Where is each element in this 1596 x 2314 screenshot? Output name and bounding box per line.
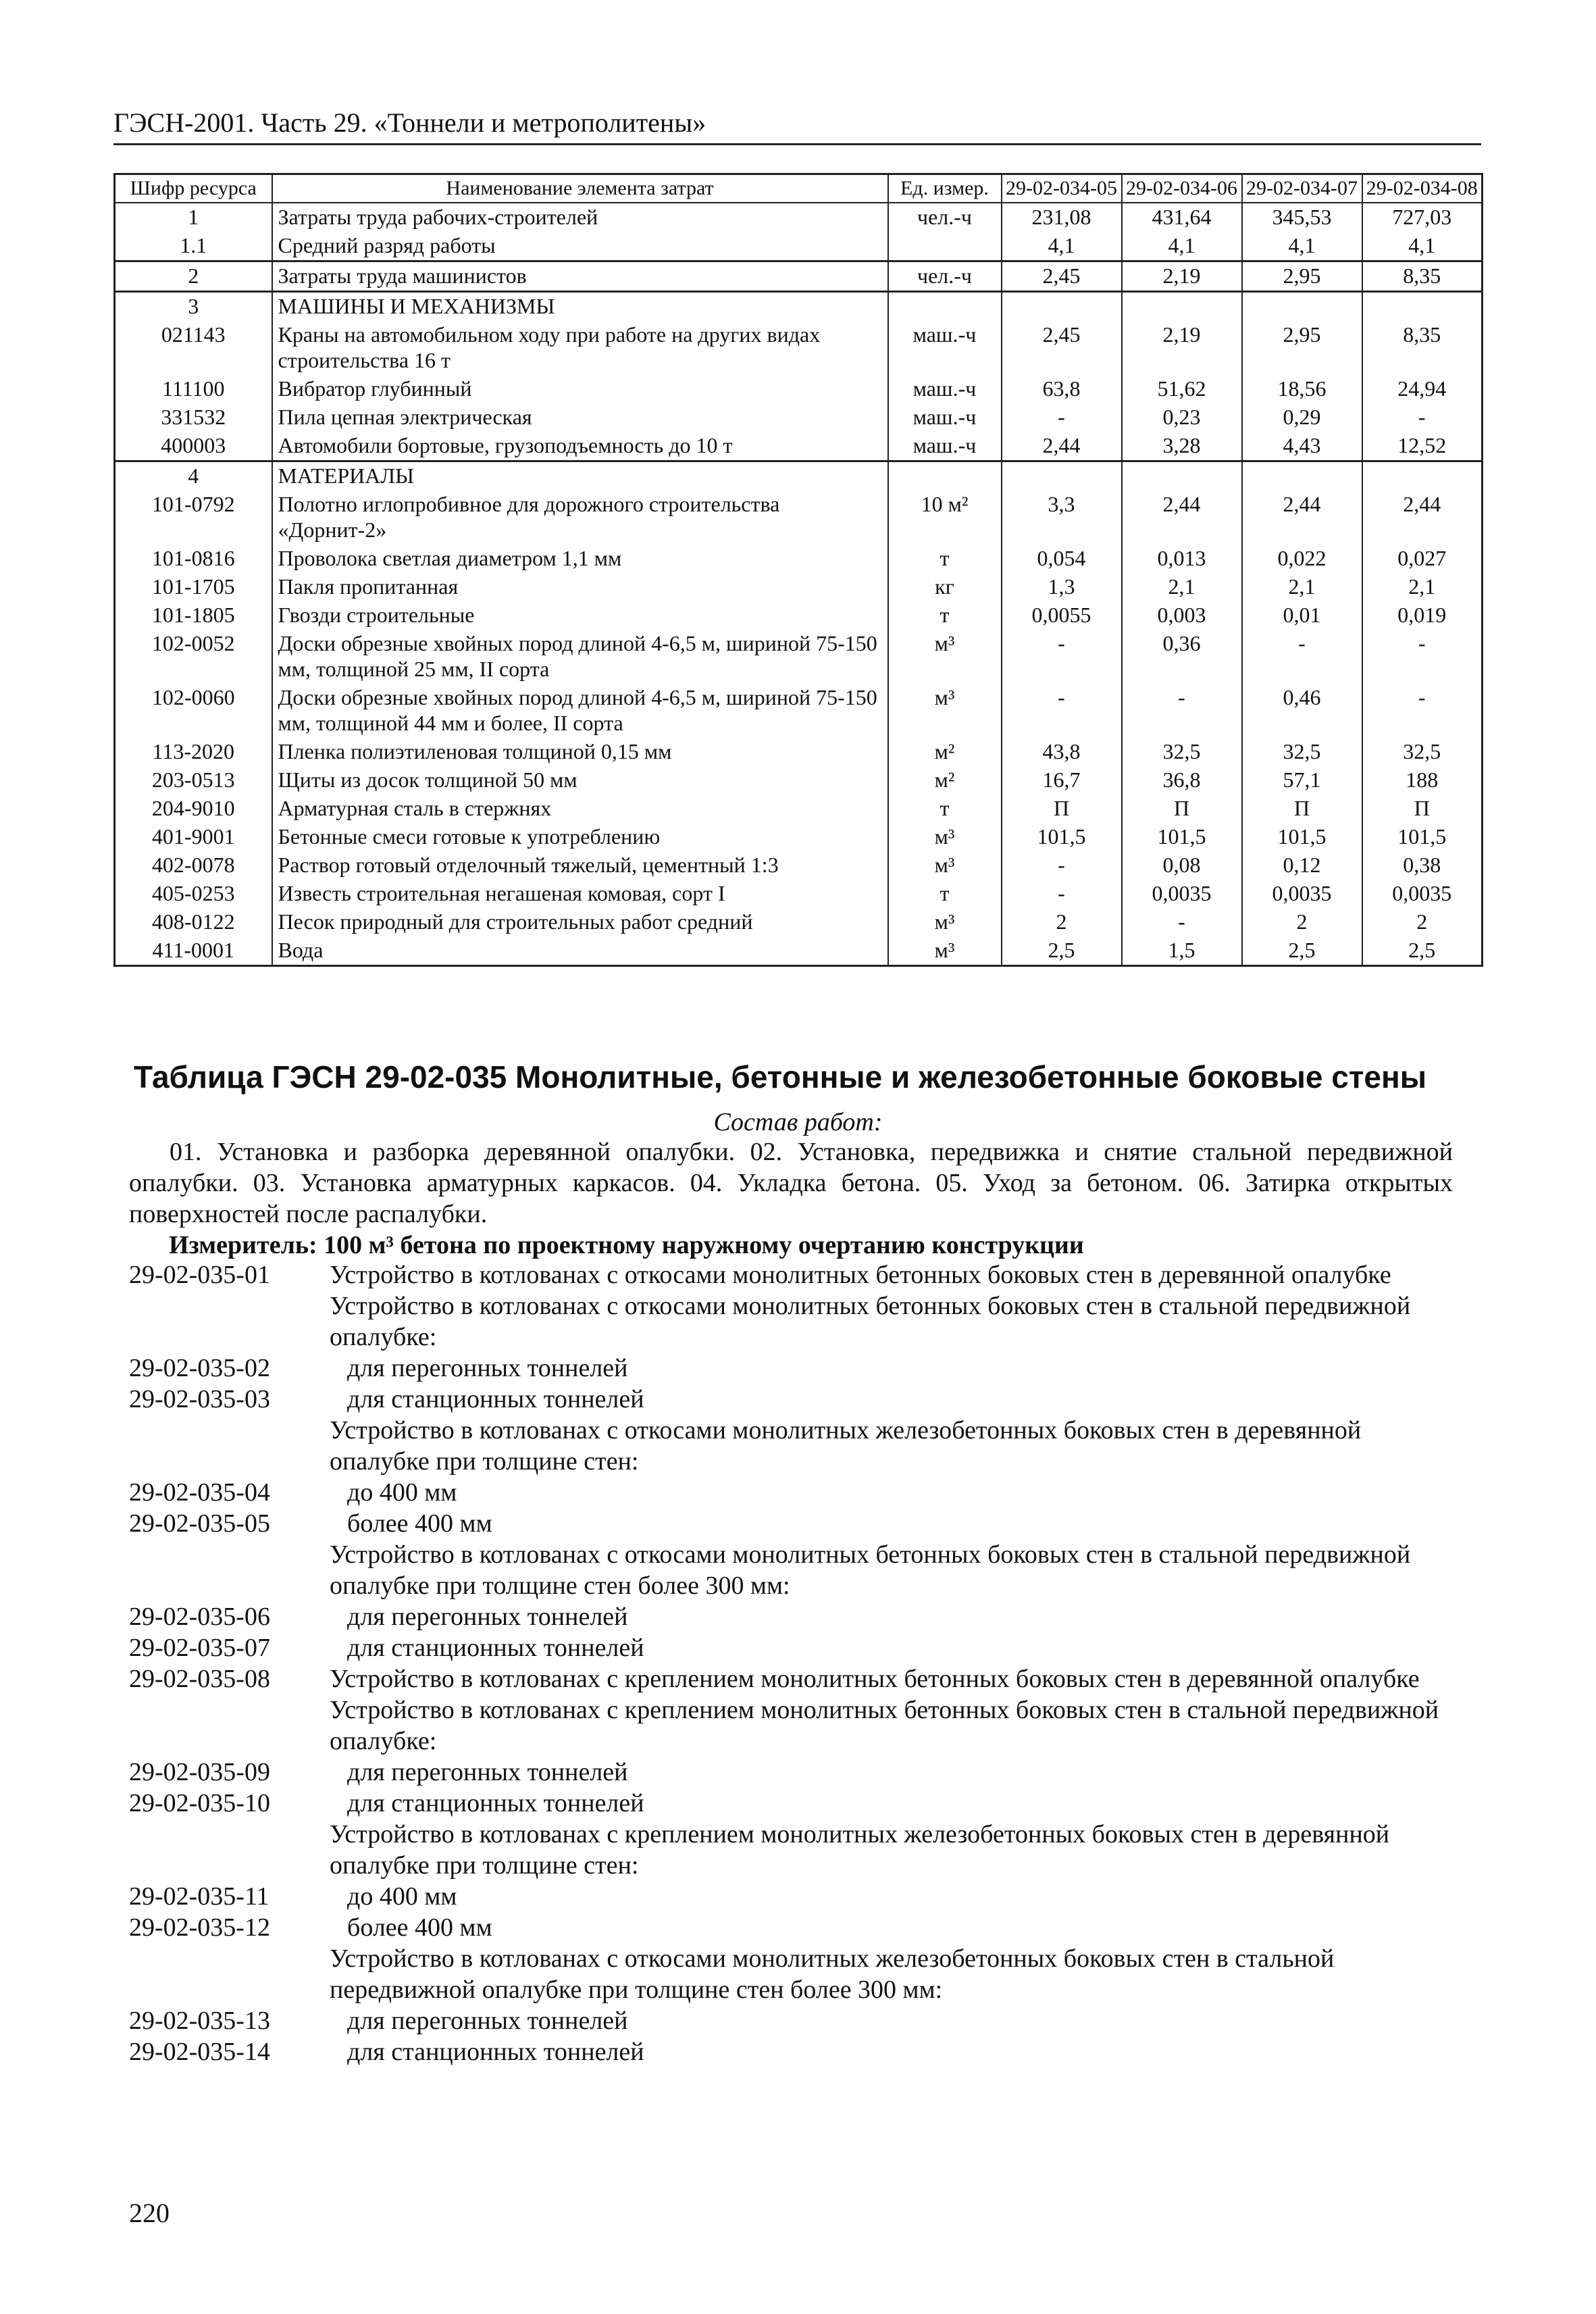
row-value-c4: 0,38: [1362, 851, 1483, 880]
norm-item-text: Устройство в котлованах с откосами монолитных бетонных боковых стен в деревянной опалубке: [330, 1261, 1391, 1289]
norm-item-text: для станционных тоннелей: [347, 2038, 644, 2066]
row-value-c3: 2,1: [1242, 573, 1362, 601]
section-title: Таблица ГЭСН 29-02-035 Монолитные, бетонные и железобетонные боковые стены: [134, 1059, 1427, 1095]
row-value-c1: 3,3: [1002, 491, 1122, 545]
row-value-c4: -: [1362, 630, 1483, 684]
row-name: Доски обрезные хвойных пород длиной 4-6,5 м, шириной 75-150 мм, толщиной 44 мм и более, II сорта: [272, 684, 888, 738]
row-code: 331532: [115, 403, 272, 432]
row-code: 405-0253: [115, 880, 272, 908]
row-value-c4: 24,94: [1362, 375, 1483, 403]
row-unit: т: [888, 795, 1002, 823]
row-value-c3: 2,5: [1242, 936, 1362, 966]
row-value-c1: 0,0055: [1002, 601, 1122, 630]
table-row: [115, 203, 1483, 232]
row-value-c3: П: [1242, 795, 1362, 823]
norm-item-code: 29-02-035-06: [129, 1603, 270, 1631]
norm-item: [129, 1943, 1466, 2005]
row-value-c4: 2,5: [1362, 936, 1483, 966]
row-value-c1: 4,1: [1002, 232, 1122, 261]
table-row: [115, 880, 1483, 908]
table-row: [115, 261, 1483, 292]
col-header-unit: Ед. измер.: [888, 174, 1002, 203]
row-value-c1: 101,5: [1002, 823, 1122, 851]
row-value-c1: 1,3: [1002, 573, 1122, 601]
norm-item-code: [129, 1694, 330, 1757]
row-value-c4: 727,03: [1362, 203, 1483, 232]
row-value-c1: -: [1002, 851, 1122, 880]
row-value-c2: 431,64: [1122, 203, 1242, 232]
row-name: Средний разряд работы: [272, 232, 888, 261]
norm-item: [129, 1508, 1466, 1539]
norm-item: [129, 2036, 1466, 2067]
norm-item-text: более 400 мм: [347, 1913, 492, 1942]
norm-item: [129, 1881, 1466, 1912]
col-header-c3: 29-02-034-07: [1242, 174, 1362, 203]
row-value-c3: [1242, 292, 1362, 322]
row-unit: м³: [888, 823, 1002, 851]
row-name: Проволока светлая диаметром 1,1 мм: [272, 545, 888, 573]
row-unit: м³: [888, 684, 1002, 738]
norm-item: [129, 1912, 1466, 1943]
norm-item-text: для перегонных тоннелей: [347, 1758, 628, 1786]
row-value-c4: 2: [1362, 908, 1483, 936]
row-unit: м³: [888, 630, 1002, 684]
row-value-c3: -: [1242, 630, 1362, 684]
row-value-c2: 0,08: [1122, 851, 1242, 880]
norm-item: [129, 1353, 1466, 1384]
norm-item-code: 29-02-035-11: [129, 1882, 269, 1911]
norm-item-text: для перегонных тоннелей: [347, 1354, 628, 1382]
row-code: 102-0052: [115, 630, 272, 684]
norm-item: [129, 1694, 1466, 1757]
row-code: 101-0792: [115, 491, 272, 545]
row-unit: [888, 461, 1002, 491]
row-name: Доски обрезные хвойных пород длиной 4-6,5 м, шириной 75-150 мм, толщиной 25 мм, II сорта: [272, 630, 888, 684]
col-header-name: Наименование элемента затрат: [272, 174, 888, 203]
row-value-c1: 231,08: [1002, 203, 1122, 232]
row-value-c4: 8,35: [1362, 261, 1483, 292]
norm-item-code: 29-02-035-04: [129, 1478, 270, 1507]
row-name: Затраты труда машинистов: [272, 261, 888, 292]
table-row: [115, 908, 1483, 936]
row-value-c3: 345,53: [1242, 203, 1362, 232]
row-value-c3: 4,1: [1242, 232, 1362, 261]
row-value-c1: 2,5: [1002, 936, 1122, 966]
row-value-c1: -: [1002, 684, 1122, 738]
col-header-c1: 29-02-034-05: [1002, 174, 1122, 203]
norm-item-text: до 400 мм: [347, 1882, 457, 1911]
row-name: Бетонные смеси готовые к употреблению: [272, 823, 888, 851]
row-value-c3: 0,46: [1242, 684, 1362, 738]
row-code: 113-2020: [115, 738, 272, 766]
norm-item: [129, 1788, 1466, 1819]
row-value-c1: [1002, 461, 1122, 491]
row-value-c1: П: [1002, 795, 1122, 823]
table-row: [115, 630, 1483, 684]
norm-item-code: 29-02-035-05: [129, 1509, 270, 1538]
row-value-c2: 2,1: [1122, 573, 1242, 601]
table-row: [115, 738, 1483, 766]
row-code: 2: [115, 261, 272, 292]
row-code: 204-9010: [115, 795, 272, 823]
row-unit: чел.-ч: [888, 203, 1002, 232]
row-value-c3: 2: [1242, 908, 1362, 936]
norm-item-text: до 400 мм: [347, 1478, 457, 1507]
row-unit: т: [888, 601, 1002, 630]
row-value-c1: 0,054: [1002, 545, 1122, 573]
composition-heading: Состав работ:: [713, 1108, 883, 1136]
norm-item-text: Устройство в котлованах с откосами монолитных железобетонных боковых стен в стальной передвижной опалубке при толщине стен более 300 мм:: [330, 1944, 1335, 2004]
row-value-c3: [1242, 461, 1362, 491]
norm-item-text: Устройство в котлованах с креплением монолитных бетонных боковых стен в деревянной опалубке: [330, 1665, 1420, 1693]
row-value-c3: 32,5: [1242, 738, 1362, 766]
row-value-c2: [1122, 292, 1242, 322]
row-name: Автомобили бортовые, грузоподъемность до 10 т: [272, 432, 888, 461]
row-value-c3: 0,0035: [1242, 880, 1362, 908]
row-code: 203-0513: [115, 766, 272, 795]
row-code: 101-1805: [115, 601, 272, 630]
norm-items-list: [129, 1259, 1466, 2067]
resource-table-body: [115, 203, 1483, 966]
row-name: Гвозди строительные: [272, 601, 888, 630]
row-name: Известь строительная негашеная комовая, сорт I: [272, 880, 888, 908]
row-value-c2: 0,003: [1122, 601, 1242, 630]
norm-item: [129, 1663, 1466, 1694]
row-unit: маш.-ч: [888, 403, 1002, 432]
table-row: [115, 573, 1483, 601]
row-value-c2: -: [1122, 908, 1242, 936]
row-name: Пакля пропитанная: [272, 573, 888, 601]
row-value-c2: 51,62: [1122, 375, 1242, 403]
norm-item-code: 29-02-035-02: [129, 1354, 270, 1382]
row-name: Краны на автомобильном ходу при работе на других видах строительства 16 т: [272, 321, 888, 375]
norm-item: [129, 2005, 1466, 2036]
row-value-c4: -: [1362, 684, 1483, 738]
row-code: 3: [115, 292, 272, 322]
table-row: [115, 375, 1483, 403]
table-row: [115, 851, 1483, 880]
row-name: Вода: [272, 936, 888, 966]
row-value-c3: 0,12: [1242, 851, 1362, 880]
row-code: 411-0001: [115, 936, 272, 966]
norm-item-text: для станционных тоннелей: [347, 1385, 644, 1413]
row-value-c4: [1362, 292, 1483, 322]
row-value-c3: 0,01: [1242, 601, 1362, 630]
resource-table: [113, 173, 1483, 967]
row-unit: т: [888, 880, 1002, 908]
table-row: [115, 461, 1483, 491]
row-name: Затраты труда рабочих-строителей: [272, 203, 888, 232]
row-value-c2: 0,23: [1122, 403, 1242, 432]
row-name: Арматурная сталь в стержнях: [272, 795, 888, 823]
row-value-c3: 2,44: [1242, 491, 1362, 545]
row-unit: т: [888, 545, 1002, 573]
row-value-c2: 2,19: [1122, 261, 1242, 292]
table-row: [115, 545, 1483, 573]
norm-item: [129, 1415, 1466, 1477]
row-value-c4: [1362, 461, 1483, 491]
row-value-c2: 1,5: [1122, 936, 1242, 966]
norm-item-code: 29-02-035-12: [129, 1913, 270, 1942]
row-name: Раствор готовый отделочный тяжелый, цементный 1:3: [272, 851, 888, 880]
row-value-c3: 101,5: [1242, 823, 1362, 851]
row-unit: [888, 292, 1002, 322]
norm-item-code: 29-02-035-03: [129, 1385, 270, 1413]
norm-item: [129, 1539, 1466, 1601]
row-code: 402-0078: [115, 851, 272, 880]
norm-item-text: для перегонных тоннелей: [347, 1603, 628, 1631]
row-name: Пленка полиэтиленовая толщиной 0,15 мм: [272, 738, 888, 766]
row-value-c3: 0,29: [1242, 403, 1362, 432]
row-value-c2: 0,36: [1122, 630, 1242, 684]
row-value-c4: 188: [1362, 766, 1483, 795]
row-value-c1: 2: [1002, 908, 1122, 936]
row-value-c4: 0,019: [1362, 601, 1483, 630]
norm-item-code: [129, 1415, 330, 1477]
row-value-c4: 4,1: [1362, 232, 1483, 261]
measure-unit: Измеритель: 100 м³ бетона по проектному наружному очертанию конструкции: [169, 1231, 1084, 1259]
row-unit: чел.-ч: [888, 261, 1002, 292]
table-row: [115, 321, 1483, 375]
row-unit: 10 м²: [888, 491, 1002, 545]
row-value-c2: 32,5: [1122, 738, 1242, 766]
row-code: 111100: [115, 375, 272, 403]
row-value-c4: 0,027: [1362, 545, 1483, 573]
row-value-c4: П: [1362, 795, 1483, 823]
row-value-c3: 18,56: [1242, 375, 1362, 403]
row-unit: кг: [888, 573, 1002, 601]
row-code: 400003: [115, 432, 272, 461]
row-name: МАТЕРИАЛЫ: [272, 461, 888, 491]
norm-item: [129, 1632, 1466, 1663]
row-code: 101-1705: [115, 573, 272, 601]
table-row: [115, 292, 1483, 322]
row-value-c2: 2,44: [1122, 491, 1242, 545]
row-unit: м²: [888, 738, 1002, 766]
col-header-c4: 29-02-034-08: [1362, 174, 1483, 203]
norm-item: [129, 1259, 1466, 1290]
row-name: Вибратор глубинный: [272, 375, 888, 403]
norm-item-code: 29-02-035-08: [129, 1665, 270, 1693]
row-value-c4: 2,44: [1362, 491, 1483, 545]
row-unit: маш.-ч: [888, 432, 1002, 461]
row-value-c4: 0,0035: [1362, 880, 1483, 908]
table-row: [115, 491, 1483, 545]
row-value-c1: 2,44: [1002, 432, 1122, 461]
table-row: [115, 232, 1483, 261]
table-row: [115, 684, 1483, 738]
row-value-c2: 3,28: [1122, 432, 1242, 461]
row-value-c2: 36,8: [1122, 766, 1242, 795]
norm-item-text: для станционных тоннелей: [347, 1789, 644, 1817]
norm-item-code: [129, 1539, 330, 1601]
running-header: ГЭСН-2001. Часть 29. «Тоннели и метрополитены»: [113, 107, 1481, 145]
norm-item: [129, 1384, 1466, 1415]
row-value-c2: 0,013: [1122, 545, 1242, 573]
page-number: 220: [129, 2198, 170, 2228]
norm-item-code: 29-02-035-13: [129, 2007, 270, 2035]
row-value-c4: -: [1362, 403, 1483, 432]
row-unit: [888, 232, 1002, 261]
row-value-c2: 2,19: [1122, 321, 1242, 375]
row-name: МАШИНЫ И МЕХАНИЗМЫ: [272, 292, 888, 322]
norm-item-code: [129, 1290, 330, 1353]
row-value-c1: -: [1002, 880, 1122, 908]
row-name: Полотно иглопробивное для дорожного строительства «Дорнит-2»: [272, 491, 888, 545]
row-code: 101-0816: [115, 545, 272, 573]
row-value-c4: 12,52: [1362, 432, 1483, 461]
norm-item-text: Устройство в котлованах с креплением монолитных бетонных боковых стен в стальной передвижной опалубке:: [330, 1696, 1439, 1755]
row-value-c2: 0,0035: [1122, 880, 1242, 908]
row-value-c3: 4,43: [1242, 432, 1362, 461]
row-code: 1: [115, 203, 272, 232]
row-value-c4: 2,1: [1362, 573, 1483, 601]
col-header-code: Шифр ресурса: [115, 174, 272, 203]
row-value-c4: 101,5: [1362, 823, 1483, 851]
row-name: Песок природный для строительных работ средний: [272, 908, 888, 936]
table-row: [115, 823, 1483, 851]
row-unit: м²: [888, 766, 1002, 795]
norm-item-text: для перегонных тоннелей: [347, 2007, 628, 2035]
row-code: 401-9001: [115, 823, 272, 851]
norm-item: [129, 1290, 1466, 1353]
table-row: [115, 432, 1483, 461]
row-value-c3: 2,95: [1242, 321, 1362, 375]
row-value-c1: 16,7: [1002, 766, 1122, 795]
row-value-c1: 43,8: [1002, 738, 1122, 766]
row-value-c2: [1122, 461, 1242, 491]
table-row: [115, 601, 1483, 630]
row-value-c1: -: [1002, 630, 1122, 684]
norm-item-code: [129, 1819, 330, 1881]
row-unit: маш.-ч: [888, 321, 1002, 375]
norm-item: [129, 1757, 1466, 1788]
row-unit: м³: [888, 936, 1002, 966]
norm-item: [129, 1601, 1466, 1632]
table-row: [115, 766, 1483, 795]
row-value-c2: П: [1122, 795, 1242, 823]
row-value-c3: 57,1: [1242, 766, 1362, 795]
row-unit: маш.-ч: [888, 375, 1002, 403]
row-value-c4: 8,35: [1362, 321, 1483, 375]
norm-item-text: Устройство в котлованах с откосами монолитных бетонных боковых стен в стальной передвижной опалубке при толщине стен более 300 мм:: [330, 1540, 1411, 1600]
table-row: [115, 936, 1483, 966]
norm-item-code: 29-02-035-01: [129, 1261, 270, 1289]
row-value-c2: -: [1122, 684, 1242, 738]
norm-item-text: более 400 мм: [347, 1509, 492, 1538]
row-name: Пила цепная электрическая: [272, 403, 888, 432]
norm-item-text: Устройство в котлованах с креплением монолитных железобетонных боковых стен в деревянной опалубке при толщине стен:: [330, 1820, 1390, 1880]
norm-item-code: 29-02-035-10: [129, 1789, 270, 1817]
norm-item-text: для станционных тоннелей: [347, 1634, 644, 1662]
row-value-c1: -: [1002, 403, 1122, 432]
norm-item: [129, 1477, 1466, 1508]
row-code: 102-0060: [115, 684, 272, 738]
row-value-c3: 0,022: [1242, 545, 1362, 573]
norm-item-text: Устройство в котлованах с откосами монолитных бетонных боковых стен в стальной передвижной опалубке:: [330, 1292, 1411, 1351]
row-unit: м³: [888, 851, 1002, 880]
row-code: 4: [115, 461, 272, 491]
row-value-c2: 4,1: [1122, 232, 1242, 261]
row-code: 408-0122: [115, 908, 272, 936]
row-value-c2: 101,5: [1122, 823, 1242, 851]
row-code: 021143: [115, 321, 272, 375]
row-value-c1: 2,45: [1002, 321, 1122, 375]
row-value-c1: [1002, 292, 1122, 322]
norm-item: [129, 1819, 1466, 1881]
row-unit: м³: [888, 908, 1002, 936]
row-value-c4: 32,5: [1362, 738, 1483, 766]
col-header-c2: 29-02-034-06: [1122, 174, 1242, 203]
norm-item-text: Устройство в котлованах с откосами монолитных железобетонных боковых стен в деревянной опалубке при толщине стен:: [330, 1416, 1362, 1476]
table-row: [115, 403, 1483, 432]
row-value-c1: 63,8: [1002, 375, 1122, 403]
norm-item-code: [129, 1943, 330, 2005]
norm-item-code: 29-02-035-07: [129, 1634, 270, 1662]
row-value-c1: 2,45: [1002, 261, 1122, 292]
row-value-c3: 2,95: [1242, 261, 1362, 292]
norm-item-code: 29-02-035-09: [129, 1758, 270, 1786]
composition-text: 01. Установка и разборка деревянной опалубки. 02. Установка, передвижка и снятие стальной передвижной опалубки. 03. Установка арматурных каркасов. 04. Укладка бетона. 05. Уход за бетоном. 06. Затирка открытых поверхностей после распалубки.: [129, 1138, 1453, 1228]
row-name: Щиты из досок толщиной 50 мм: [272, 766, 888, 795]
norm-item-code: 29-02-035-14: [129, 2038, 270, 2066]
table-row: [115, 795, 1483, 823]
row-code: 1.1: [115, 232, 272, 261]
